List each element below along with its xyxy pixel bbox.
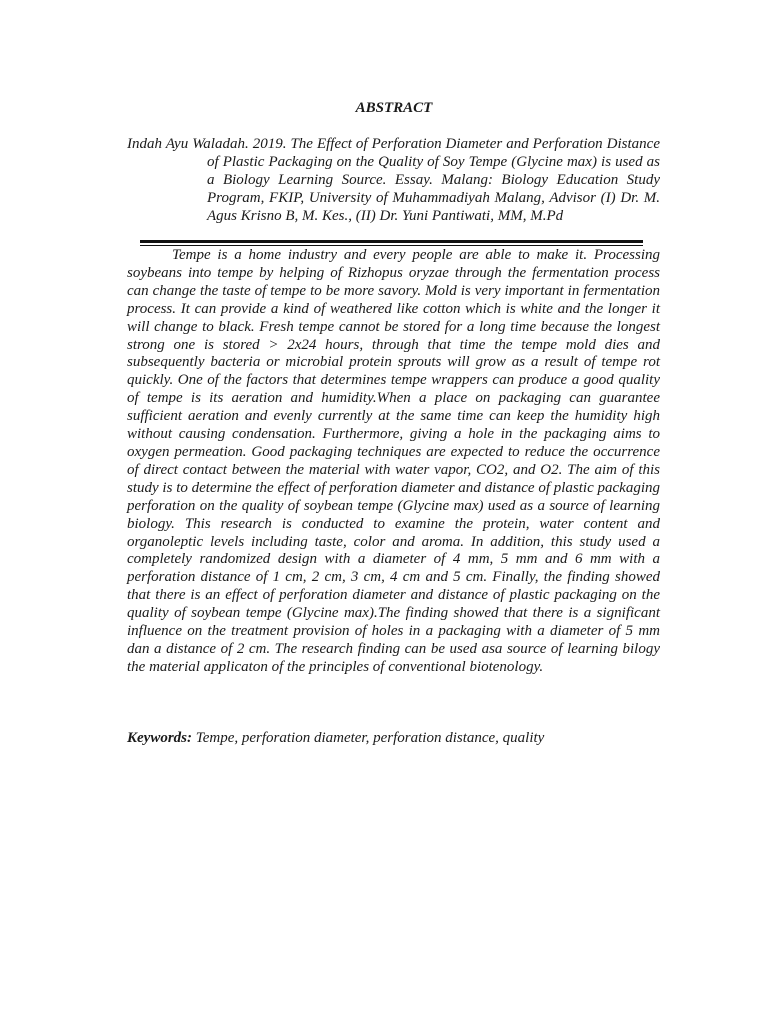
separator-rule-thick <box>140 240 643 243</box>
abstract-body: Tempe is a home industry and every people are able to make it. Processing soybeans into tempe by helping of Rizhopus oryzae through the fermentation process can change the taste of tempe to be more savory. Mold is very important in fermentation process. It can provide a kind of weathered like cotton which is white and the longer it will change to black. Fresh tempe cannot be stored for a long time because the longest strong one is stored > 2x24 hours, through that time the tempe mold dies and subsequently bacteria or microbial protein sprouts will grow as a result of tempe rot quickly. One of the factors that determines tempe wrappers can produce a good quality of tempe is its aeration and humidity.When a place on packaging can guarantee sufficient aeration and evenly currently at the same time can keep the humidity high without causing condensation. Furthermore, giving a hole in the packaging aims to oxygen permeation. Good packaging techniques are expected to reduce the occurrence of direct contact between the material with water vapor, CO2, and O2. The aim of this study is to determine the effect of perforation diameter and distance of plastic packaging perforation on the quality of soybean tempe (Glycine max) used as a source of learning biology. This research is conducted to examine the protein, water content and organoleptic levels including taste, color and aroma. In addition, this study used a completely randomized design with a diameter of 4 mm, 5 mm and 6 mm with a perforation distance of 1 cm, 2 cm, 3 cm, 4 cm and 5 cm. Finally, the finding showed that there is an effect of perforation diameter and distance of plastic packaging on the quality of soybean tempe (Glycine max).The finding showed that there is a significant influence on the treatment provision of holes in a packaging with a diameter of 5 mm dan a distance of 2 cm. The research finding can be used asa source of learning bilogy the material applicaton of the principles of conventional biotenology. <box>127 247 660 675</box>
keywords-label: Keywords: <box>127 730 192 746</box>
keywords-value: Tempe, perforation diameter, perforation distance, quality <box>195 730 545 746</box>
abstract-heading: ABSTRACT <box>355 100 433 116</box>
separator-rule-thin <box>140 245 643 246</box>
citation-block: Indah Ayu Waladah. 2019. The Effect of Perforation Diameter and Perforation Distance of Plastic Packaging on the Quality of Soy Tempe (Glycine max) is used as a Biology Learning Source. Essay. Malang: Biology Education Study Program, FKIP, University of Muhammadiyah Malang, Advisor (I) Dr. M. Agus Krisno B, M. Kes., (II) Dr. Yuni Pantiwati, MM, M.Pd <box>127 136 660 224</box>
keywords-line <box>127 729 660 747</box>
